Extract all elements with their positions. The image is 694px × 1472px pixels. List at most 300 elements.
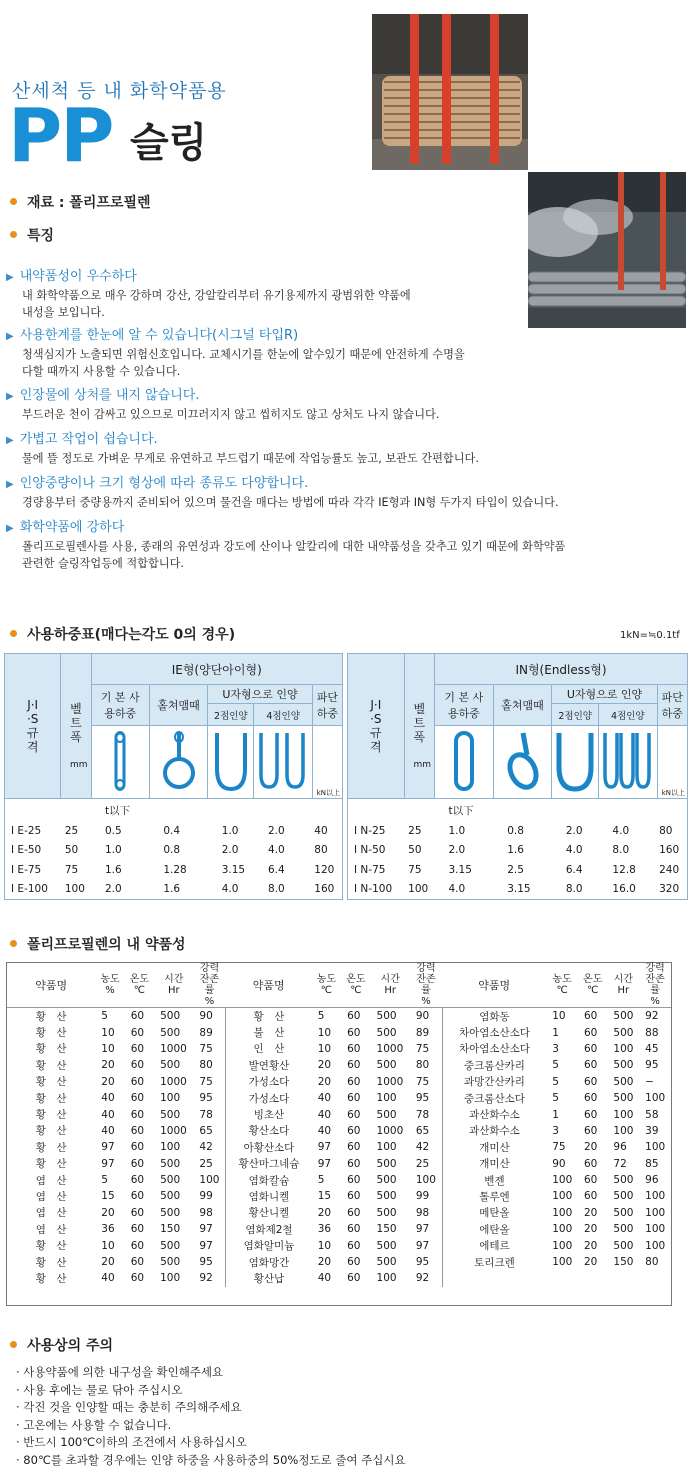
cell: 99 [193,1188,225,1204]
cell: 500 [160,1256,181,1269]
two-point-header: 2점인양 [208,704,254,726]
cell: 120 [314,863,335,876]
cell: 500 [376,1256,397,1269]
cell: 95 [410,1254,442,1270]
cell: 500 [160,1059,181,1072]
cell: 60 [583,1124,598,1137]
chem-header-cell [154,963,193,1008]
cell: 4.0 [612,824,630,837]
cell: 60 [347,1124,361,1137]
cell: 100 [160,1272,181,1285]
cell: 60 [347,1174,361,1187]
cell: 60 [583,1042,598,1055]
table-row [5,821,343,841]
cell: 5 [317,1174,325,1187]
cell: 97 [193,1221,225,1237]
cell: 중크롬산카리 [464,1059,525,1072]
cell: 88 [645,1026,659,1039]
chem-header-row [7,963,671,1008]
cell: 60 [347,1206,361,1219]
basic-load-header: 기 본 사용하중 [91,685,149,726]
chem-resistance-table [6,962,672,1306]
cell: 100 [645,1190,666,1203]
sling-u2-icon [208,726,254,799]
chem-header-part: 강력 [199,963,220,974]
cell: 97 [101,1141,115,1154]
spacer-cell [312,799,342,822]
cell: 100 [645,1223,666,1236]
cell: 인 산 [253,1043,285,1056]
type-title: IN형(Endless형) [435,654,688,685]
table-row [5,860,343,880]
cell: 100 [552,1239,573,1252]
cell: 4.0 [221,883,239,896]
table-row [348,860,688,880]
cell: 92 [410,1270,442,1286]
cell: 1.6 [163,883,181,896]
table-row [348,880,688,900]
cell: 3 [552,1124,559,1137]
cell: 97 [317,1157,332,1170]
notes-heading: 사용상의 주의 [10,1335,113,1355]
notes-list [16,1364,406,1469]
table-row [7,1139,671,1155]
cell: 염화알미늄 [243,1240,295,1253]
cell: 100 [552,1206,573,1219]
cell: 42 [410,1139,442,1155]
cell: 60 [347,1042,361,1055]
cell: 60 [130,1272,145,1285]
feature-desc-line: 부드러운 천이 감싸고 있으므로 미끄러지지 않고 씹히지도 않고 상처도 나지 않습니다. [22,408,440,421]
cell: 2.0 [448,844,466,857]
cell: 95 [193,1254,225,1270]
spacer-cell [5,799,61,822]
cell: 15 [101,1190,115,1203]
feature-title-text: 내약품성이 우수하다 [19,269,137,284]
chem-header-part: 농도 [552,974,572,985]
table-row [7,1237,671,1253]
table-row [7,1221,671,1237]
four-point-header: 4점인양 [598,704,657,726]
chem-header-cell [607,963,639,1008]
ie-load-table [4,653,343,900]
cell: 75 [408,863,422,876]
break-load-header: 파단 하중 [312,685,342,726]
cell: 빙초산 [253,1109,285,1122]
table-row [5,841,343,861]
cell: 20 [317,1075,332,1088]
cell: − [645,1075,654,1088]
cell: 개미산 [479,1158,510,1171]
cell: 95 [410,1090,442,1106]
sling-u2-icon [552,726,599,799]
feature-item [6,516,626,572]
feature-desc [6,287,626,321]
cell: 20 [101,1059,115,1072]
cell: 황 산 [35,1043,67,1056]
cell: 염화동 [479,1010,510,1023]
cell: 75 [64,863,79,876]
cell: 40 [314,824,328,837]
cell: 42 [193,1139,225,1155]
cell: 1 [552,1108,559,1121]
cell: 92 [193,1270,225,1286]
cell: 100 [613,1124,634,1137]
cell: 500 [160,1239,181,1252]
chem-header-cell [193,963,225,1008]
cell: 60 [347,1141,361,1154]
cell: 20 [583,1239,598,1252]
chem-header-part: 약품명 [35,978,68,992]
sling-straight-icon [91,726,149,799]
chem-header-part: 온도 [583,974,603,985]
feature-title-text: 인장물에 상처를 내지 않습니다. [19,388,200,403]
chem-header-cell [578,963,607,1008]
cell: 황 산 [35,1059,67,1072]
cell: 5 [101,1174,108,1187]
belt-width-header [61,654,91,799]
u-lift-header: U자형으로 인양 [552,685,657,704]
chem-header-cell [410,963,442,1008]
chem-header-part: % [204,996,215,1007]
cell: 60 [347,1108,361,1121]
chem-header-part: 잔존률 [645,974,665,996]
chem-header-part: Hr [384,985,397,996]
table-row [7,1188,671,1204]
cell: 40 [317,1124,332,1137]
u-lift-header: U자형으로 인양 [208,685,313,704]
chem-header-part: 시간 [380,974,400,985]
cell: 100 [613,1042,634,1055]
t-note: t以下 [105,804,131,817]
cell: 20 [317,1059,332,1072]
chem-header-cell [95,963,124,1008]
cell: 60 [347,1256,361,1269]
cell: 황 산 [35,1272,67,1285]
cell: 벤젠 [484,1174,505,1187]
chem-header-part: 온도 [129,974,150,985]
unit-note: 1kN=≒0.1tf [620,630,680,641]
chem-header-part: 시간 [164,974,184,985]
cell: 5 [552,1075,559,1088]
load-table-grid [347,653,688,900]
cell: 중크롬산소다 [464,1092,525,1105]
table-row [348,821,688,841]
cell: 60 [130,1239,145,1252]
cell [546,1270,578,1286]
cell: 500 [613,1206,634,1219]
feature-title [6,324,626,343]
cell: 500 [613,1075,634,1088]
two-point-header: 2점인양 [552,704,599,726]
basic-load-header: 기 본 사용하중 [435,685,494,726]
spacer-cell [493,799,552,822]
cell: 60 [583,1108,598,1121]
chem-header-cell [125,963,154,1008]
cell: 98 [193,1205,225,1221]
cell: 황산소다 [248,1125,290,1138]
cell: 240 [659,863,680,876]
chem-header-part: 강력 [416,963,436,974]
cell: 100 [64,883,85,896]
kn-note: kN以上 [661,789,685,797]
cell: 20 [583,1223,598,1236]
cell: 500 [613,1223,634,1236]
cell: 60 [583,1157,598,1170]
cell: 메탄올 [479,1207,510,1220]
type-title: IE형(양단아이형) [91,654,343,685]
load-table-grid [4,653,343,900]
cell: 39 [645,1124,659,1137]
cell: 75 [193,1074,225,1090]
triangle-icon: ▶ [6,331,14,342]
cell: 97 [193,1237,225,1253]
cell: 500 [613,1190,634,1203]
cell: 500 [376,1157,397,1170]
cell: 500 [376,1190,397,1203]
cell: 25 [408,824,422,837]
cell: 8.0 [612,844,630,857]
spacer-cell [598,799,657,822]
cell: 20 [583,1256,598,1269]
cell: 500 [376,1174,397,1187]
spacer-cell [404,799,434,822]
cell: I N-25 [354,824,386,837]
sling-u4-icon [254,726,312,799]
feature-desc [6,450,626,467]
chem-header-cell [371,963,410,1008]
cell: 65 [193,1123,225,1139]
cell: 60 [130,1059,145,1072]
cell: 89 [193,1024,225,1040]
cell: 20 [101,1075,115,1088]
chem-header-part: 잔존률 [416,974,436,996]
cell: 90 [193,1008,225,1025]
cell: 불 산 [253,1027,285,1040]
cell: 60 [583,1026,598,1039]
chem-header-part: 온도 [346,974,366,985]
cell: 80 [659,824,673,837]
feature-title [6,428,626,447]
table-row [348,841,688,861]
cell: 500 [160,1190,181,1203]
cell: 45 [645,1042,659,1055]
cell: 500 [160,1157,181,1170]
table-row [7,1172,671,1188]
cell: 3.15 [448,863,472,876]
table-row [7,1090,671,1106]
cell: 20 [583,1141,598,1154]
cell: 1.6 [105,863,122,876]
cell: 1.28 [163,863,187,876]
cell: 황 산 [35,1158,67,1171]
cell: 25 [64,824,79,837]
table-row [7,1106,671,1122]
feature-desc-line: 내성을 보입니다. [22,306,105,319]
cell: 25 [410,1156,442,1172]
spacer-cell [208,799,254,822]
cell: 500 [160,1174,181,1187]
chem-header-part: 농도 [100,974,120,985]
sling-choker-icon [149,726,207,799]
cell: 500 [376,1010,397,1023]
chem-header-cell [442,963,546,1008]
cell: 85 [645,1157,659,1170]
cell: 황 산 [35,1256,67,1269]
cell: 40 [101,1092,115,1105]
cell: 10 [552,1010,566,1023]
cell: 염 산 [35,1223,67,1236]
cell: 40 [317,1108,332,1121]
cell: 3.15 [507,883,531,896]
cell: 40 [317,1092,332,1105]
cell: 100 [552,1174,573,1187]
cell: 60 [130,1042,145,1055]
cell: 58 [645,1108,659,1121]
cell: I E-100 [11,883,48,896]
cell: 8.0 [267,883,285,896]
cell: 500 [613,1026,634,1039]
break-load-header: 파단 하중 [657,685,687,726]
jis-header [348,654,405,799]
cell: 60 [130,1174,145,1187]
cell: 60 [130,1124,145,1137]
table-row [7,1254,671,1270]
mm-unit: mm [69,760,88,770]
feature-desc-line: 폴리프로필렌사를 사용, 종래의 유연성과 강도에 산이나 알칼리에 대한 내약품성을 갖추고 있기 때문에 화학약품 [22,540,566,553]
cell: 40 [101,1108,115,1121]
cell: 100 [376,1272,397,1285]
cell: 78 [193,1106,225,1122]
cell: 0.8 [163,844,181,857]
cell [607,1270,639,1286]
cell: 3 [552,1042,559,1055]
cell: 황 산 [35,1010,67,1023]
cell: 발연황산 [248,1059,290,1072]
cell: 75 [410,1074,442,1090]
cell: 500 [160,1010,181,1023]
cell: I E-75 [11,863,42,876]
mm-unit: mm [413,760,431,770]
cell: 60 [347,1190,361,1203]
feature-desc [6,494,626,511]
chem-header-part: 약품명 [252,978,285,992]
cell: 황 산 [35,1109,67,1122]
kn-note: kN以上 [316,789,340,797]
cell: 2.5 [507,863,524,876]
cell [578,1270,607,1286]
cell: 100 [613,1108,634,1121]
table-row [7,1205,671,1221]
feature-desc-line: 물에 뜰 정도로 가벼운 무게로 유연하고 부드럽기 때문에 작업능률도 높고, 보관도 간편합니다. [22,452,479,465]
cell: 60 [130,1206,145,1219]
product-photo-pipe-bundle [372,14,528,170]
cell: 염 산 [35,1207,67,1220]
cell: 4.0 [267,844,285,857]
cell: 60 [583,1190,598,1203]
spacer-cell [254,799,312,822]
cell: 150 [613,1256,634,1269]
cell: 5 [552,1092,559,1105]
chem-header-cell [546,963,578,1008]
cell: 염화니켈 [248,1190,290,1203]
cell: 97 [317,1141,332,1154]
choker-header: 홀쳐맴때 [493,685,552,726]
cell: 100 [552,1256,573,1269]
cell: 황 산 [35,1076,67,1089]
cell: 1000 [160,1124,187,1137]
cell: 60 [130,1190,145,1203]
cell: 가성소다 [248,1092,290,1105]
cell: 100 [410,1172,442,1188]
cell: 20 [101,1206,115,1219]
cell: 0.5 [105,824,122,837]
cell: 12.8 [612,863,636,876]
belt-label: 벨트폭 [70,702,82,744]
cell: 황산납 [253,1272,285,1285]
cell: 90 [552,1157,566,1170]
table-row [7,1008,671,1025]
chem-header-part: % [650,996,660,1007]
cell: 96 [613,1141,627,1154]
cell: 1000 [376,1124,404,1137]
note-item: · 사용 후에는 물로 닦아 주십시오 [16,1382,183,1397]
cell: 16.0 [612,883,636,896]
triangle-icon: ▶ [6,479,14,490]
cell: 황산니켈 [248,1207,290,1220]
cell: I E-50 [11,844,42,857]
note-item: · 고온에는 사용할 수 없습니다. [16,1417,172,1432]
table-row [7,1041,671,1057]
cell: 60 [347,1059,361,1072]
cell: 5 [101,1010,108,1023]
cell: 150 [376,1223,397,1236]
cell: 20 [101,1256,115,1269]
cell: 500 [160,1108,181,1121]
cell: 75 [193,1041,225,1057]
chem-header-part: Hr [167,985,180,996]
chem-header-part: ℃ [320,985,333,996]
cell: 500 [376,1239,397,1252]
note-item: · 반드시 100℃이하의 조건에서 사용하십시오 [16,1435,247,1449]
subtitle: 산세척 등 내 화학약품용 [12,80,227,102]
load-table-heading: 사용하중표(매다는각도 0의 경우) [10,624,235,644]
feature-title-text: 화학약품에 강하다 [19,520,125,535]
table-row [5,880,343,900]
cell: 36 [101,1223,115,1236]
chem-header-part: % [105,985,115,996]
chem-header-cell [312,963,341,1008]
cell: 92 [645,1010,659,1023]
cell: 2.0 [267,824,285,837]
cell: 1 [552,1026,559,1039]
chem-header-cell [226,963,312,1008]
cell: 100 [160,1092,181,1105]
feature-desc-line: 관련한 슬링작업등에 적합합니다. [22,557,184,570]
cell: 500 [376,1108,397,1121]
cell: 60 [130,1026,145,1039]
cell: 60 [347,1010,361,1023]
cell: 100 [645,1239,666,1252]
cell: 95 [193,1090,225,1106]
table-row [7,1156,671,1172]
cell: 20 [583,1206,598,1219]
cell: 6.4 [267,863,285,876]
cell: 4.0 [565,844,583,857]
cell: 60 [130,1223,145,1236]
cell: 100 [552,1223,573,1236]
cell: 20 [317,1256,332,1269]
